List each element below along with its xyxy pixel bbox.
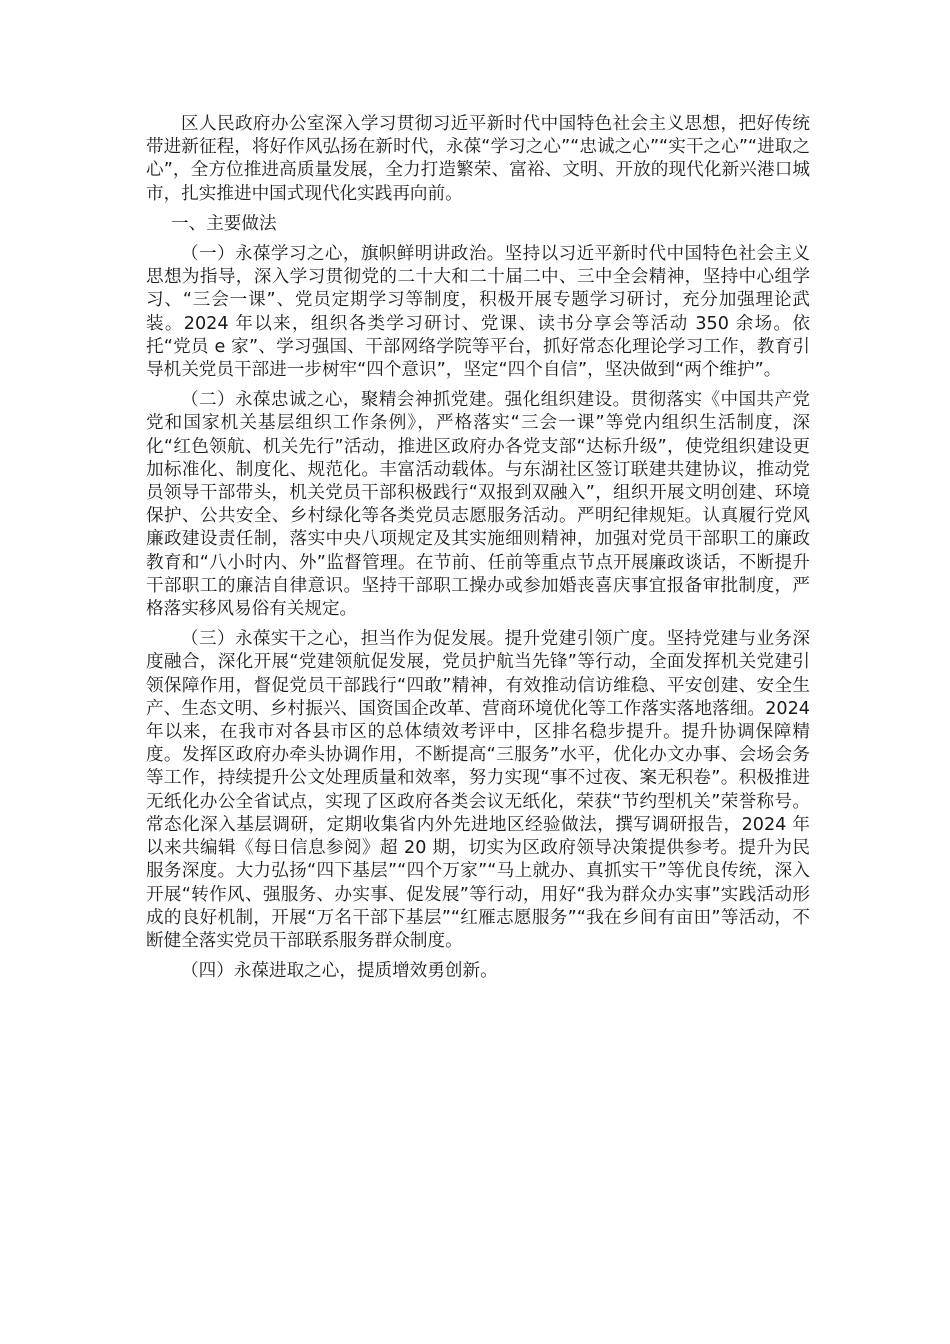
document-body [146,113,810,990]
paragraph-practical: （三）永葆实干之心，担当作为促发展。提升党建引领广度。坚持党建与业务深度融合，深化开展“党建领航促发展，党员护航当先锋”等行动，全面发挥机关党建引领保障作用，督促党员干部践行“四敢”精神，有效推动信访维稳、平安创建、安全生产、生态文明、乡村振兴、国资国企改革、营商环境优化等工作落实落地落细。2024 年以来，在我市对各县市区的总体绩效考评中，区排名稳步提升。提升协调保障精度。发挥区政府办牵头协调作用，不断提高“三服务”水平，优化办文办事、会场会务等工作，持续提升公文处理质量和效率，努力实现“事不过夜、案无积卷”。积极推进无纸化办公全省试点，实现了区政府各类会议无纸化，荣获“节约型机关”荣誉称号。常态化深入基层调研，定期收集省内外先进地区经验做法，撰写调研报告，2024 年以来共编辑《每日信息参阅》超 20 期，切实为区政府领导决策提供参考。提升为民服务深度。大力弘扬“四下基层”“四个万家”“马上就办、真抓实干”等优良传统，深入开展“转作风、强服务、办实事、促发展”等行动，用好“我为群众办实事”实践活动形成的良好机制，开展“万名干部下基层”“红雁志愿服务”“我在乡间有亩田”等活动，不断健全落实党员干部联系服务群众制度。 [146,629,810,951]
paragraph-progress: （四）永葆进取之心，提质增效勇创新。 [181,961,498,982]
paragraph-learning: （一）永葆学习之心，旗帜鲜明讲政治。坚持以习近平新时代中国特色社会主义思想为指导，深入学习贯彻党的二十大和二十届二中、三中全会精神，坚持中心组学习、“三会一课”、党员定期学习等制度，积极开展专题学习研讨，充分加强理论武装。2024 年以来，组织各类学习研讨、党课、读书分享会等活动 350 余场。依托“党员 e 家”、学习强国、干部网络学院等平台，抓好常态化理论学习工作，教育引导机关党员干部进一步树牢“四个意识”，坚定“四个自信”，坚决做到“两个维护”。 [146,244,810,381]
section-heading: 一、主要做法 [171,213,277,234]
paragraph-loyalty: （二）永葆忠诚之心，聚精会神抓党建。强化组织建设。贯彻落实《中国共产党党和国家机关基层组织工作条例》，严格落实“三会一课”等党内组织生活制度，深化“红色领航、机关先行”活动，推进区政府办各党支部“达标升级”，使党组织建设更加标准化、制度化、规范化。丰富活动载体。与东湖社区签订联建共建协议，推动党员领导干部带头，机关党员干部积极践行“双报到双融入”，组织开展文明创建、环境保护、公共安全、乡村绿化等各类党员志愿服务活动。严明纪律规矩。认真履行党风廉政建设责任制，落实中央八项规定及其实施细则精神，加强对党员干部职工的廉政教育和“八小时内、外”监督管理。在节前、任前等重点节点开展廉政谈话，不断提升干部职工的廉洁自律意识。坚持干部职工操办或参加婚丧喜庆事宜报备审批制度，严格落实移风易俗有关规定。 [146,390,810,620]
intro-paragraph: 区人民政府办公室深入学习贯彻习近平新时代中国特色社会主义思想，把好传统带进新征程，将好作风弘扬在新时代，永葆“学习之心”“忠诚之心”“实干之心”“进取之心”，全方位推进高质量发展，全力打造繁荣、富裕、文明、开放的现代化新兴港口城市，扎实推进中国式现代化实践再向前。 [146,114,810,204]
